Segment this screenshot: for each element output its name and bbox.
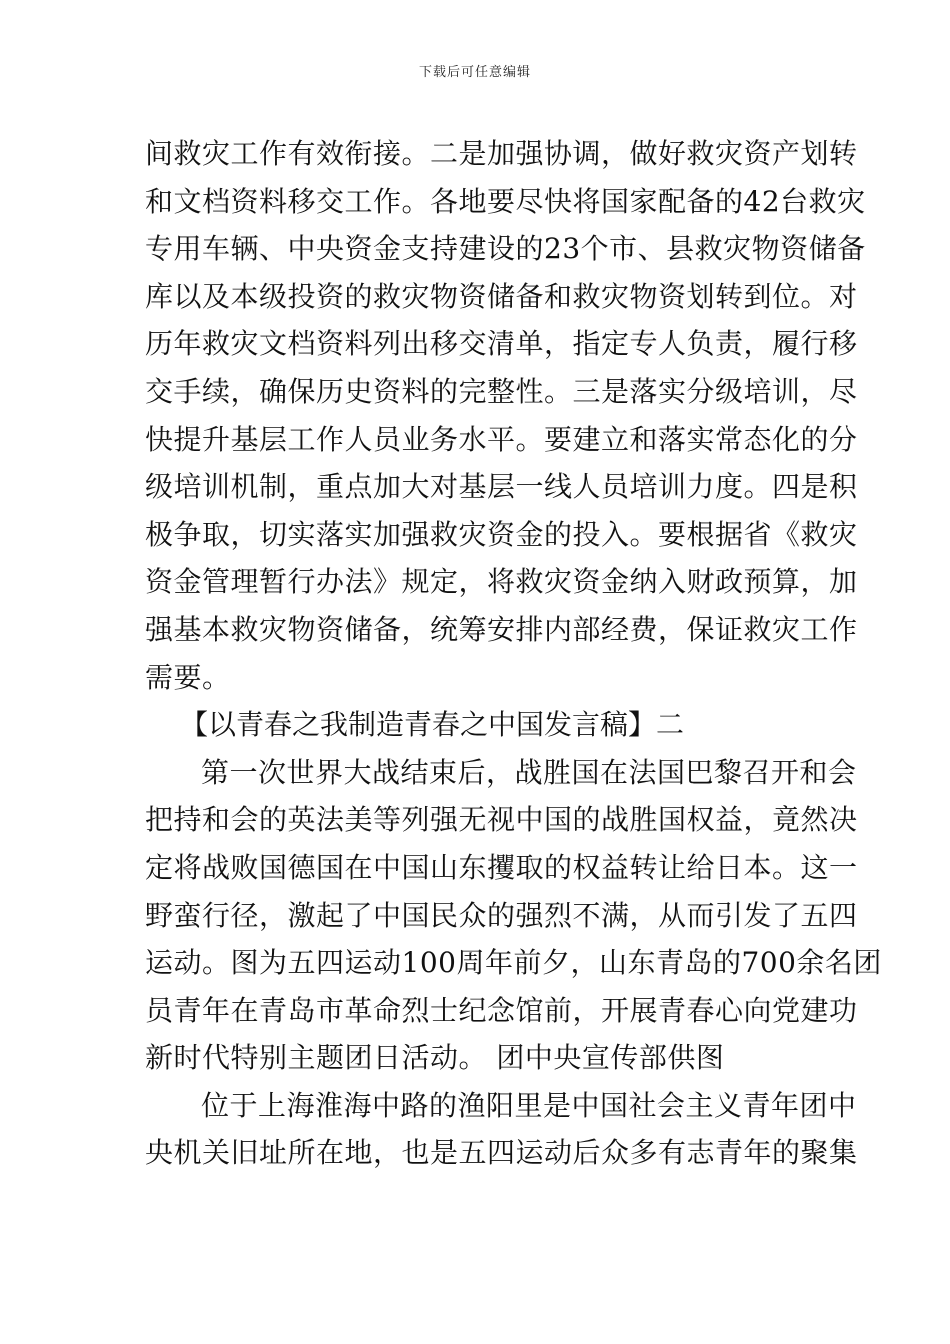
text-line: 库以及本级投资的救灾物资储备和救灾物资划转到位。对 xyxy=(145,279,858,313)
paragraph-may-fourth xyxy=(145,749,882,1082)
page-header-note: 下载后可任意编辑 xyxy=(418,65,531,80)
section-disaster-relief xyxy=(145,130,866,701)
text-line: 历年救灾文档资料列出移交清单，指定专人负责，履行移 xyxy=(145,327,858,361)
text-line: 间救灾工作有效衔接。二是加强协调，做好救灾资产划转 xyxy=(145,137,858,170)
text-line: 专用车辆、中央资金支持建设的23个市、县救灾物资储备 xyxy=(145,232,866,266)
text-line: 位于上海淮海中路的渔阳里是中国社会主义青年团中 xyxy=(201,1088,857,1122)
text-line: 极争取，切实落实加强救灾资金的投入。要根据省《救灾 xyxy=(145,517,858,551)
text-line: 定将战败国德国在中国山东攫取的权益转让给日本。这一 xyxy=(145,850,858,884)
text-line: 运动。图为五四运动100周年前夕，山东青岛的700余名团 xyxy=(145,946,882,980)
text-line: 野蛮行径，激起了中国民众的强烈不满，从而引发了五四 xyxy=(145,898,858,932)
text-line: 新时代特别主题团日活动。 团中央宣传部供图 xyxy=(145,1041,725,1075)
text-line: 快提升基层工作人员业务水平。要建立和落实常态化的分 xyxy=(145,422,858,456)
text-line: 级培训机制，重点加大对基层一线人员培训力度。四是积 xyxy=(145,470,858,504)
text-line: 交手续，确保历史资料的完整性。三是落实分级培训，尽 xyxy=(145,374,858,408)
text-line: 第一次世界大战结束后，战胜国在法国巴黎召开和会 xyxy=(201,755,857,789)
text-line: 强基本救灾物资储备，统筹安排内部经费，保证救灾工作 xyxy=(145,612,858,646)
text-line: 员青年在青岛市革命烈士纪念馆前，开展青春心向党建功 xyxy=(145,993,858,1027)
paragraph-yuyangli xyxy=(145,1082,858,1177)
document-body xyxy=(145,130,882,1177)
text-line: 和文档资料移交工作。各地要尽快将国家配备的42台救灾 xyxy=(145,184,866,218)
text-line: 资金管理暂行办法》规定，将救灾资金纳入财政预算，加 xyxy=(145,565,858,599)
text-line: 央机关旧址所在地，也是五四运动后众多有志青年的聚集 xyxy=(145,1136,858,1170)
text-line: 把持和会的英法美等列强无视中国的战胜国权益，竟然决 xyxy=(145,803,858,837)
section-heading: 【以青春之我制造青春之中国发言稿】二 xyxy=(180,708,685,742)
text-line: 需要。 xyxy=(145,660,231,694)
